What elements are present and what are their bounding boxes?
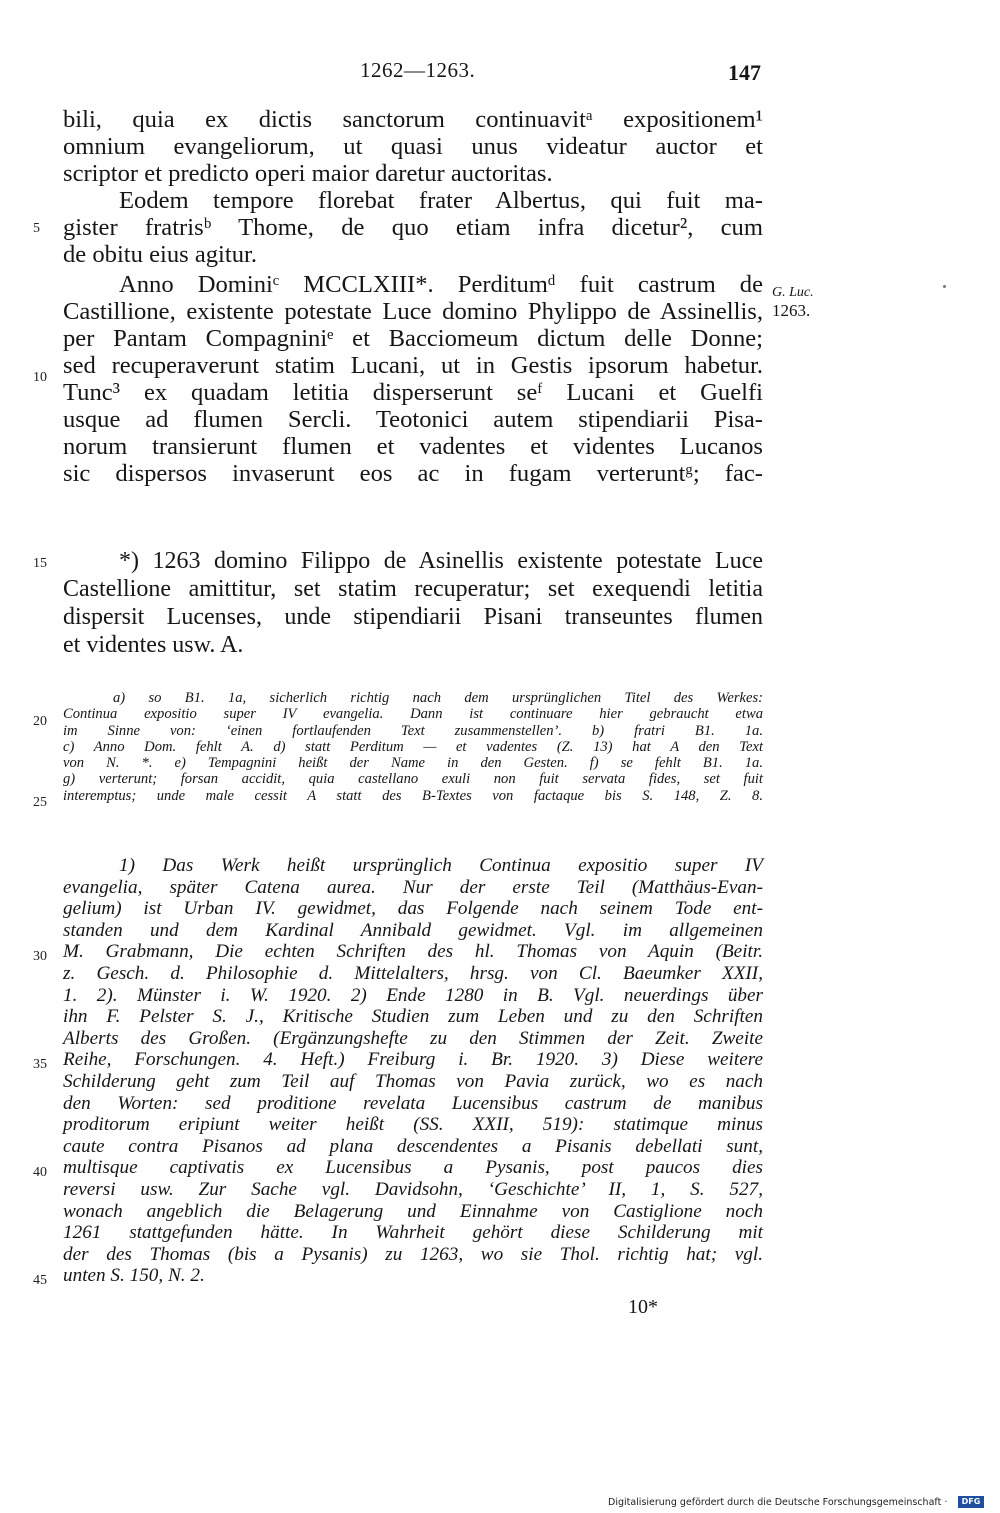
text-line: norum transierunt flumen et vadentes et videntes Lucanos xyxy=(63,433,763,460)
text-line: M. Grabmann, Die echten Schriften des hl. Thomas von Aquin (Beitr. xyxy=(63,941,763,963)
line-number: 10 xyxy=(33,370,47,385)
text-line: im Sinne von: ‘einen fortlaufenden Text zusammenstellen’. b) fratri B1. 1a. xyxy=(63,722,763,739)
star-note xyxy=(63,547,763,659)
main-text xyxy=(63,106,763,487)
text-line: bili, quia ex dictis sanctorum continuavitᵃ expositionem¹ xyxy=(63,106,763,133)
text-line: Continua expositio super IV evangelia. Dann ist continuare hier gebraucht etwa xyxy=(63,706,763,723)
text-line: Tunc³ ex quadam letitia disperserunt seᶠ Lucani et Guelfi xyxy=(63,379,763,406)
text-line: reversi usw. Zur Sache vgl. Davidsohn, ‘Geschichte’ II, 1, S. 527, xyxy=(63,1178,763,1200)
text-line: gelium) ist Urban IV. gewidmet, das Folgende nach seinem Tode ent- xyxy=(63,898,763,920)
side-note-source: G. Luc. xyxy=(772,285,814,300)
text-line: 1. 2). Münster i. W. 1920. 2) Ende 1280 in B. Vgl. neuerdings über xyxy=(63,984,763,1006)
digitization-credit: Digitalisierung gefördert durch die Deutsche Forschungsgemeinschaft · xyxy=(608,1497,948,1508)
page-number: 147 xyxy=(728,60,761,85)
text-line: von N. *. e) Tempagnini heißt der Name in den Gesten. f) se fehlt B1. 1a. xyxy=(63,755,763,772)
running-head: 1262—1263. xyxy=(360,58,476,82)
text-line: multisque captivatis ex Lucensibus a Pysanis, post paucos dies xyxy=(63,1157,763,1179)
text-line: scriptor et predicto operi maior daretur auctoritas. xyxy=(63,160,553,187)
text-line: der des Thomas (bis a Pysanis) zu 1263, wo sie Thol. richtig hat; vgl. xyxy=(63,1243,763,1265)
text-line: sed recuperaverunt statim Lucani, ut in Gestis ipsorum habetur. xyxy=(63,352,763,379)
text-line: c) Anno Dom. fehlt A. d) statt Perditum — et vadentes (Z. 13) hat A den Text xyxy=(63,738,763,755)
text-line: per Pantam Compagniniᵉ et Bacciomeum dictum delle Donne; xyxy=(63,325,763,352)
text-line: evangelia, später Catena aurea. Nur der erste Teil (Matthäus-Evan- xyxy=(63,876,763,898)
text-line: caute contra Pisanos ad plana descendentes a Pisanis debellati sunt, xyxy=(63,1135,763,1157)
line-number: 20 xyxy=(33,714,47,729)
line-number: 40 xyxy=(33,1165,47,1180)
text-line: g) verterunt; forsan accidit, quia castellano exuli non fuit servata fides, set fuit xyxy=(63,771,763,788)
critical-apparatus xyxy=(63,690,763,804)
text-line: et videntes usw. A. xyxy=(63,632,244,658)
line-number: 30 xyxy=(33,949,47,964)
text-line: wonach angeblich die Belagerung und Einnahme von Castiglione noch xyxy=(63,1200,763,1222)
text-line: omnium evangeliorum, ut quasi unus videatur auctor et xyxy=(63,133,763,160)
text-line: proditorum eripiunt weiter heißt (SS. XXII, 519): statimque minus xyxy=(63,1114,763,1136)
text-line: Eodem tempore florebat frater Albertus, qui fuit ma- xyxy=(119,187,763,214)
text-line: a) so B1. 1a, sicherlich richtig nach dem ursprünglichen Titel des Werkes: xyxy=(113,690,763,706)
text-line: standen und dem Kardinal Annibald gewidmet. Vgl. im allgemeinen xyxy=(63,919,763,941)
text-line: Alberts des Großen. (Ergänzungshefte zu den Stimmen der Zeit. Zweite xyxy=(63,1027,763,1049)
line-number: 5 xyxy=(33,221,40,236)
text-line: 1) Das Werk heißt ursprünglich Continua expositio super IV xyxy=(119,855,763,876)
text-line: interemptus; unde male cessit A statt des B-Textes von factaque bis S. 148, Z. 8. xyxy=(63,787,763,804)
line-number: 35 xyxy=(33,1057,47,1072)
text-line: dispersit Lucenses, unde stipendiarii Pisani transeuntes flumen xyxy=(63,604,763,630)
text-line: 1261 stattgefunden hätte. In Wahrheit gehört diese Schilderung mit xyxy=(63,1222,763,1244)
text-line: Reihe, Forschungen. 4. Heft.) Freiburg i. Br. 1920. 3) Diese weitere xyxy=(63,1049,763,1071)
text-line: *) 1263 domino Filippo de Asinellis existente potestate Luce xyxy=(119,548,763,574)
margin-source-note xyxy=(772,284,814,320)
text-line: ihn F. Pelster S. J., Kritische Studien zum Leben und zu den Schriften xyxy=(63,1006,763,1028)
text-line: unten S. 150, N. 2. xyxy=(63,1265,205,1287)
text-line: Castellione amittitur, set statim recuperatur; set exequendi letitia xyxy=(63,576,763,602)
line-number: 45 xyxy=(33,1273,47,1288)
text-line: den Worten: sed proditione revelata Lucensibus castrum de manibus xyxy=(63,1092,763,1114)
signature-mark: 10* xyxy=(628,1296,658,1318)
text-line: Schilderung geht zum Teil auf Thomas von Pavia zurück, wo es nach xyxy=(63,1070,763,1092)
dfg-logo-icon: DFG xyxy=(958,1496,984,1508)
text-line: sic dispersos invaserunt eos ac in fugam verteruntᵍ; fac- xyxy=(63,460,763,487)
scan-speck xyxy=(943,285,946,288)
text-line: usque ad flumen Sercli. Teotonici autem stipendiarii Pisa- xyxy=(63,406,763,433)
text-line: z. Gesch. d. Philosophie d. Mittelalters, hrsg. von Cl. Baeumker XXII, xyxy=(63,962,763,984)
footnotes xyxy=(63,855,763,1287)
text-line: Castillione, existente potestate Luce domino Phylippo de Assinellis, xyxy=(63,298,763,325)
text-line: gister fratrisᵇ Thome, de quo etiam infra dicetur², cum xyxy=(63,214,763,241)
side-note-year: 1263. xyxy=(772,301,811,320)
line-number: 15 xyxy=(33,556,47,571)
text-line: Anno Dominiᶜ MCCLXIII*. Perditumᵈ fuit castrum de xyxy=(119,271,763,298)
text-line: de obitu eius agitur. xyxy=(63,241,257,268)
line-number: 25 xyxy=(33,795,47,810)
